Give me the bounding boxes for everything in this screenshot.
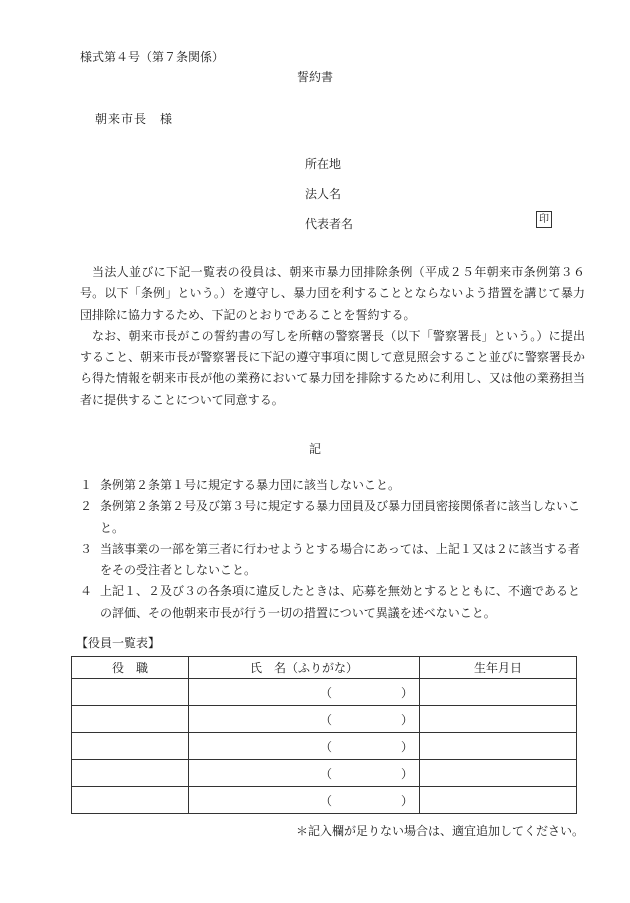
pledge-items (80, 475, 585, 624)
representative-label: 代表者名 (305, 217, 354, 231)
item-text: 上記１、２及び３の各条項に違反したときは、応募を無効とするとともに、不適であるとの評価、その他朝来市長が行う一切の措置について異議を述べないこと。 (100, 584, 581, 620)
paren-open: （ (320, 686, 333, 700)
position-cell[interactable] (72, 706, 189, 733)
document-title: 誓約書 (296, 70, 333, 84)
table-header-row (72, 657, 577, 679)
addressee: 朝来市長 様 (95, 112, 174, 126)
position-cell[interactable] (72, 679, 189, 706)
item-number: ３ (80, 541, 93, 556)
form-number: 様式第４号（第７条関係） (80, 50, 225, 64)
ki-heading: 記 (308, 442, 321, 456)
position-cell[interactable] (72, 760, 189, 787)
corporation-name-label: 法人名 (305, 187, 342, 201)
paren-close: ） (401, 740, 414, 754)
paren-close: ） (401, 794, 414, 808)
address-label: 所在地 (305, 157, 342, 171)
birthdate-cell[interactable] (420, 706, 577, 733)
list-item (80, 539, 585, 582)
pledge-body (80, 262, 585, 411)
item-number: ４ (80, 584, 93, 599)
officer-table (71, 656, 577, 814)
item-number: ２ (80, 499, 93, 514)
paren-close: ） (401, 767, 414, 781)
table-row (72, 706, 577, 733)
pledge-paragraph-1: 当法人並びに下記一覧表の役員は、朝来市暴力団排除条例（平成２５年朝来市条例第３６号。以下「条例」という。）を遵守し、暴力団を利することとならないよう措置を講じて暴力団排除に協力するため、下記のとおりであることを誓約する。 (80, 265, 585, 322)
table-row (72, 733, 577, 760)
paren-open: （ (320, 767, 333, 781)
table-row (72, 679, 577, 706)
header-birthdate: 生年月日 (420, 657, 577, 679)
item-text: 条例第２条第１号に規定する暴力団に該当しないこと。 (100, 478, 401, 492)
footnote: ＊記入欄が足りない場合は、適宜追加してください。 (295, 824, 584, 838)
list-item (80, 581, 585, 624)
name-cell[interactable] (189, 679, 420, 706)
position-cell[interactable] (72, 733, 189, 760)
seal-mark: 印 (536, 211, 552, 228)
paren-open: （ (320, 713, 333, 727)
paren-close: ） (401, 686, 414, 700)
table-row (72, 787, 577, 814)
name-cell[interactable] (189, 733, 420, 760)
table-row (72, 760, 577, 787)
list-item (80, 496, 585, 539)
birthdate-cell[interactable] (420, 733, 577, 760)
name-cell[interactable] (189, 706, 420, 733)
name-cell[interactable] (189, 787, 420, 814)
position-cell[interactable] (72, 787, 189, 814)
item-text: 当該事業の一部を第三者に行わせようとする場合にあっては、上記１又は２に該当する者をその受注者としないこと。 (100, 541, 580, 578)
paren-open: （ (320, 740, 333, 754)
paren-close: ） (401, 713, 414, 727)
header-name: 氏 名（ふりがな） (189, 657, 420, 679)
header-position: 役 職 (72, 657, 189, 679)
item-number: １ (80, 478, 93, 492)
paren-open: （ (320, 794, 333, 808)
item-text: 条例第２条第２号及び第３号に規定する暴力団員及び暴力団員密接関係者に該当しないこと。 (100, 499, 581, 535)
birthdate-cell[interactable] (420, 679, 577, 706)
officer-table-caption: 【役員一覧表】 (76, 636, 161, 650)
pledge-paragraph-2: なお、朝来市長がこの誓約書の写しを所轄の警察署長（以下「警察署長」という。）に提出すること、朝来市長が警察署長に下記の遵守事項に関して意見照会すること並びに警察署長から得た情報を朝来市長が他の業務において暴力団を排除するために利用し、又は他の業務担当者に提供することについて同意する。 (80, 328, 585, 407)
list-item (80, 475, 585, 496)
birthdate-cell[interactable] (420, 760, 577, 787)
name-cell[interactable] (189, 760, 420, 787)
birthdate-cell[interactable] (420, 787, 577, 814)
